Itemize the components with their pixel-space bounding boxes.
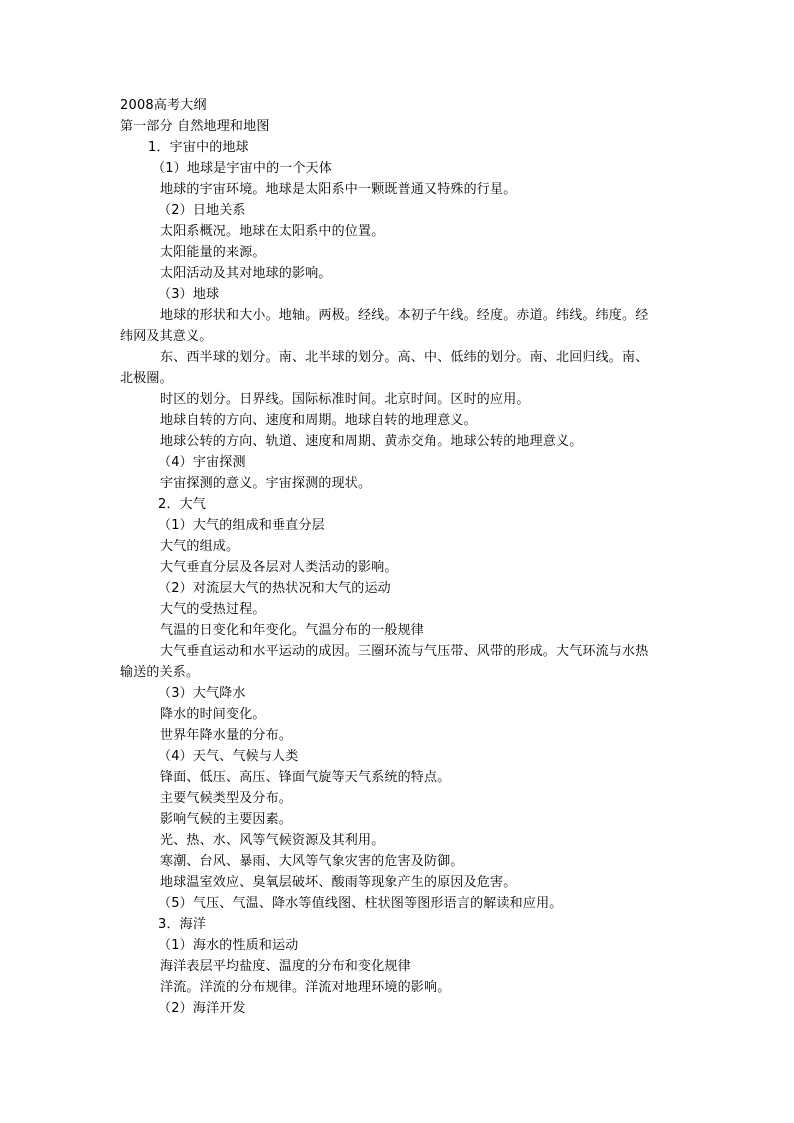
subsection-heading: （3）地球 [158,287,220,302]
body-line: 地球的宇宙环境。地球是太阳系中一颗既普通又特殊的行星。 [160,182,517,197]
section-heading-2: 2．大气 [158,497,207,512]
body-line: 地球的形状和大小。地轴。两极。经线。本初子午线。经度。赤道。纬线。纬度。经 [160,308,649,323]
subsection-heading: （1）地球是宇宙中的一个天体 [152,161,333,176]
body-line: 影响气候的主要因素。 [160,812,293,827]
body-line: 世界年降水量的分布。 [160,728,293,743]
body-line: 大气垂直分层及各层对人类活动的影响。 [160,560,398,575]
body-line: 气温的日变化和年变化。气温分布的一般规律 [160,623,425,638]
body-line: 主要气候类型及分布。 [160,791,293,806]
body-line: 地球公转的方向、轨道、速度和周期、黄赤交角。地球公转的地理意义。 [160,434,583,449]
body-line: 太阳能量的来源。 [160,245,266,260]
body-line: 宇宙探测的意义。宇宙探测的现状。 [160,476,372,491]
body-line: 大气的受热过程。 [160,602,266,617]
body-line: 光、热、水、风等气候资源及其利用。 [160,833,385,848]
document-title: 2008高考大纲 [120,98,207,113]
body-line: 太阳系概况。地球在太阳系中的位置。 [160,224,385,239]
subsection-heading: （2）对流层大气的热状况和大气的运动 [158,581,391,596]
section-heading-3: 3．海洋 [158,917,207,932]
body-line: 太阳活动及其对地球的影响。 [160,266,332,281]
section-heading-1: 1．宇宙中的地球 [148,140,249,155]
body-line: 地球自转的方向、速度和周期。地球自转的地理意义。 [160,413,477,428]
body-line-continued: 北极圈。 [120,371,173,386]
body-line: 降水的时间变化。 [160,707,266,722]
body-line: 大气的组成。 [160,539,240,554]
subsection-heading: （4）宇宙探测 [158,455,246,470]
subsection-heading: （2）海洋开发 [158,1001,246,1016]
body-line: 地球温室效应、臭氧层破坏、酸雨等现象产生的原因及危害。 [160,875,517,890]
body-line: 锋面、低压、高压、锋面气旋等天气系统的特点。 [160,770,451,785]
body-line: 寒潮、台风、暴雨、大风等气象灾害的危害及防御。 [160,854,464,869]
subsection-heading: （3）大气降水 [158,686,246,701]
subsection-heading: （1）海水的性质和运动 [158,938,299,953]
body-line: 洋流。洋流的分布规律。洋流对地理环境的影响。 [160,980,451,995]
subsection-heading: （2）日地关系 [158,203,246,218]
body-line-continued: 纬网及其意义。 [120,329,213,344]
body-line: 时区的划分。日界线。国际标准时间。北京时间。区时的应用。 [160,392,530,407]
subsection-heading: （4）天气、气候与人类 [158,749,299,764]
subsection-heading: （5）气压、气温、降水等值线图、柱状图等图形语言的解读和应用。 [158,896,563,911]
body-line: 大气垂直运动和水平运动的成因。三圈环流与气压带、风带的形成。大气环流与水热 [160,644,649,659]
body-line: 东、西半球的划分。南、北半球的划分。高、中、低纬的划分。南、北回归线。南、 [160,350,649,365]
body-line: 海洋表层平均盐度、温度的分布和变化规律 [160,959,411,974]
body-line-continued: 输送的关系。 [120,665,200,680]
part-heading: 第一部分 自然地理和地图 [120,119,270,134]
subsection-heading: （1）大气的组成和垂直分层 [158,518,325,533]
